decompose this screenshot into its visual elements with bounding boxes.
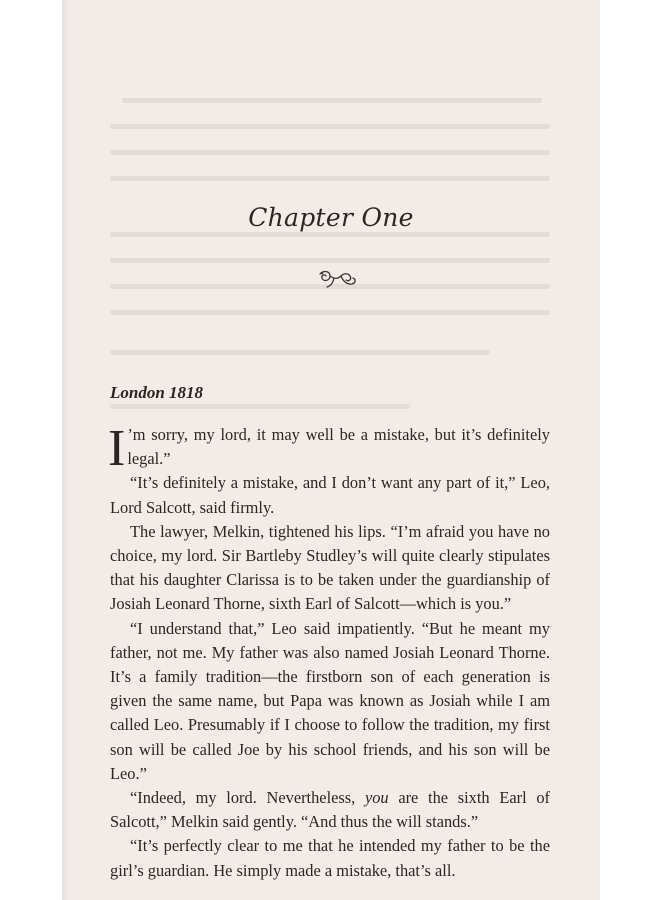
paragraph-text-after: are the sixth Earl of Salcott,” Melkin said gently. “And thus the will stands.” [110, 788, 550, 832]
fleuron-ornament-icon [314, 266, 360, 292]
chapter-body [108, 420, 550, 883]
paragraph-2: “It’s definitely a mistake, and I don’t want any part of it,” Leo, Lord Salcott, said firmly. [110, 473, 550, 517]
paragraph-1 [108, 420, 550, 477]
emphasis-you: you [364, 788, 389, 808]
paragraph-text: ’m sorry, my lord, it may well be a mistake, but it’s definitely legal.” [127, 425, 550, 469]
page-edge-shadow [62, 0, 70, 900]
paragraph-3: The lawyer, Melkin, tightened his lips. “I’m afraid you have no choice, my lord. Sir Bartleby Studley’s will quite clearly stipulates that his daughter Clarissa is to be taken under the guardianship of Josiah Leonard Thorne, sixth Earl of Salcott—which is you.” [110, 521, 550, 614]
paragraph-text-before: “Indeed, my lord. Nevertheless, [130, 788, 365, 808]
book-page [62, 0, 600, 900]
chapter-title: Chapter One [248, 203, 414, 232]
paragraph-5 [110, 786, 550, 834]
drop-cap: I [108, 420, 126, 477]
paragraph-4: “I understand that,” Leo said impatiently. “But he meant my father, not me. My father was also named Josiah Leonard Thorne. It’s a family tradition—the firstborn son of each generation is given the same name, but Papa was known as Josiah while I am called Leo. Presumably if I choose to follow the tradition, my first son will be called Joe by his school friends, and his son will be Leo.” [110, 618, 550, 783]
location-date: London 1818 [110, 383, 204, 402]
paragraph-6: “It’s perfectly clear to me that he intended my father to be the girl’s guardian. He simply made a mistake, that’s all. [110, 836, 550, 880]
